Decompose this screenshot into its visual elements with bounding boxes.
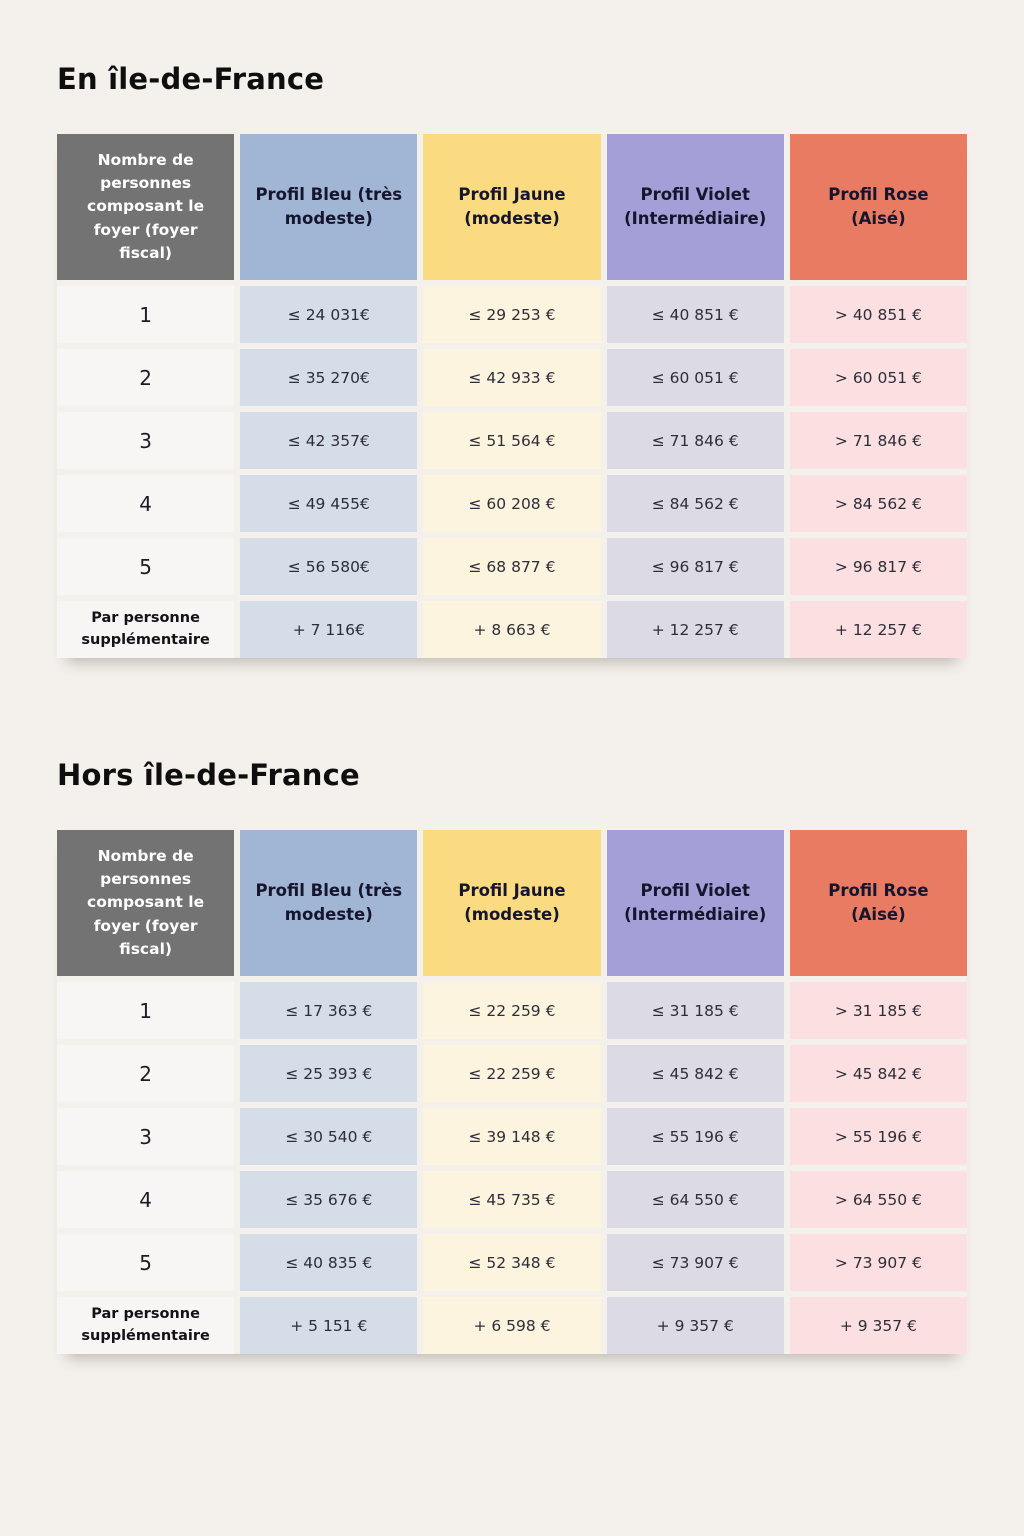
value-cell-violet: ≤ 73 907 € bbox=[607, 1234, 784, 1291]
value-cell-violet: + 12 257 € bbox=[607, 601, 784, 658]
value-cell-jaune: ≤ 52 348 € bbox=[423, 1234, 600, 1291]
section-title-hors-idf: Hors île-de-France bbox=[57, 758, 360, 792]
value-cell-violet: ≤ 71 846 € bbox=[607, 412, 784, 469]
value-cell-jaune: ≤ 60 208 € bbox=[423, 475, 600, 532]
value-cell-bleu: ≤ 35 676 € bbox=[240, 1171, 417, 1228]
value-cell-rose: > 71 846 € bbox=[790, 412, 967, 469]
column-header-violet: Profil Violet (Intermédiaire) bbox=[607, 830, 784, 976]
value-cell-rose: > 64 550 € bbox=[790, 1171, 967, 1228]
income-table-idf bbox=[57, 134, 967, 658]
row-label: 1 bbox=[57, 982, 234, 1039]
row-label: 5 bbox=[57, 538, 234, 595]
row-label: 2 bbox=[57, 1045, 234, 1102]
value-cell-bleu: ≤ 42 357€ bbox=[240, 412, 417, 469]
column-header-jaune: Profil Jaune (modeste) bbox=[423, 134, 600, 280]
value-cell-bleu: ≤ 35 270€ bbox=[240, 349, 417, 406]
row-label: 5 bbox=[57, 1234, 234, 1291]
value-cell-bleu: ≤ 24 031€ bbox=[240, 286, 417, 343]
value-cell-bleu: + 7 116€ bbox=[240, 601, 417, 658]
value-cell-violet: ≤ 64 550 € bbox=[607, 1171, 784, 1228]
value-cell-bleu: ≤ 25 393 € bbox=[240, 1045, 417, 1102]
value-cell-jaune: ≤ 29 253 € bbox=[423, 286, 600, 343]
column-header-jaune: Profil Jaune (modeste) bbox=[423, 830, 600, 976]
value-cell-rose: > 73 907 € bbox=[790, 1234, 967, 1291]
value-cell-bleu: + 5 151 € bbox=[240, 1297, 417, 1354]
section-title-idf: En île-de-France bbox=[57, 62, 325, 96]
column-header-rose: Profil Rose (Aisé) bbox=[790, 830, 967, 976]
value-cell-rose: > 31 185 € bbox=[790, 982, 967, 1039]
row-label: 2 bbox=[57, 349, 234, 406]
row-label: 1 bbox=[57, 286, 234, 343]
column-header-foyer: Nombre de personnes composant le foyer (foyer fiscal) bbox=[57, 830, 234, 976]
column-header-bleu: Profil Bleu (très modeste) bbox=[240, 134, 417, 280]
value-cell-jaune: ≤ 42 933 € bbox=[423, 349, 600, 406]
value-cell-violet: ≤ 45 842 € bbox=[607, 1045, 784, 1102]
value-cell-rose: > 45 842 € bbox=[790, 1045, 967, 1102]
value-cell-jaune: ≤ 22 259 € bbox=[423, 1045, 600, 1102]
value-cell-jaune: ≤ 45 735 € bbox=[423, 1171, 600, 1228]
value-cell-rose: > 96 817 € bbox=[790, 538, 967, 595]
value-cell-rose: > 60 051 € bbox=[790, 349, 967, 406]
value-cell-jaune: ≤ 51 564 € bbox=[423, 412, 600, 469]
row-label: Par personne supplémentaire bbox=[57, 601, 234, 658]
value-cell-rose: + 12 257 € bbox=[790, 601, 967, 658]
value-cell-bleu: ≤ 30 540 € bbox=[240, 1108, 417, 1165]
row-label: Par personne supplémentaire bbox=[57, 1297, 234, 1354]
row-label: 4 bbox=[57, 1171, 234, 1228]
value-cell-jaune: ≤ 39 148 € bbox=[423, 1108, 600, 1165]
value-cell-rose: > 55 196 € bbox=[790, 1108, 967, 1165]
value-cell-jaune: + 8 663 € bbox=[423, 601, 600, 658]
column-header-rose: Profil Rose (Aisé) bbox=[790, 134, 967, 280]
row-label: 4 bbox=[57, 475, 234, 532]
value-cell-violet: ≤ 40 851 € bbox=[607, 286, 784, 343]
value-cell-violet: ≤ 60 051 € bbox=[607, 349, 784, 406]
column-header-foyer: Nombre de personnes composant le foyer (foyer fiscal) bbox=[57, 134, 234, 280]
value-cell-bleu: ≤ 40 835 € bbox=[240, 1234, 417, 1291]
value-cell-bleu: ≤ 17 363 € bbox=[240, 982, 417, 1039]
value-cell-rose: > 40 851 € bbox=[790, 286, 967, 343]
row-label: 3 bbox=[57, 412, 234, 469]
value-cell-jaune: ≤ 22 259 € bbox=[423, 982, 600, 1039]
value-cell-rose: + 9 357 € bbox=[790, 1297, 967, 1354]
value-cell-jaune: ≤ 68 877 € bbox=[423, 538, 600, 595]
value-cell-violet: ≤ 31 185 € bbox=[607, 982, 784, 1039]
row-label: 3 bbox=[57, 1108, 234, 1165]
value-cell-violet: + 9 357 € bbox=[607, 1297, 784, 1354]
value-cell-violet: ≤ 84 562 € bbox=[607, 475, 784, 532]
value-cell-violet: ≤ 55 196 € bbox=[607, 1108, 784, 1165]
column-header-bleu: Profil Bleu (très modeste) bbox=[240, 830, 417, 976]
value-cell-jaune: + 6 598 € bbox=[423, 1297, 600, 1354]
value-cell-rose: > 84 562 € bbox=[790, 475, 967, 532]
value-cell-violet: ≤ 96 817 € bbox=[607, 538, 784, 595]
value-cell-bleu: ≤ 49 455€ bbox=[240, 475, 417, 532]
column-header-violet: Profil Violet (Intermédiaire) bbox=[607, 134, 784, 280]
income-table-hors-idf bbox=[57, 830, 967, 1354]
value-cell-bleu: ≤ 56 580€ bbox=[240, 538, 417, 595]
